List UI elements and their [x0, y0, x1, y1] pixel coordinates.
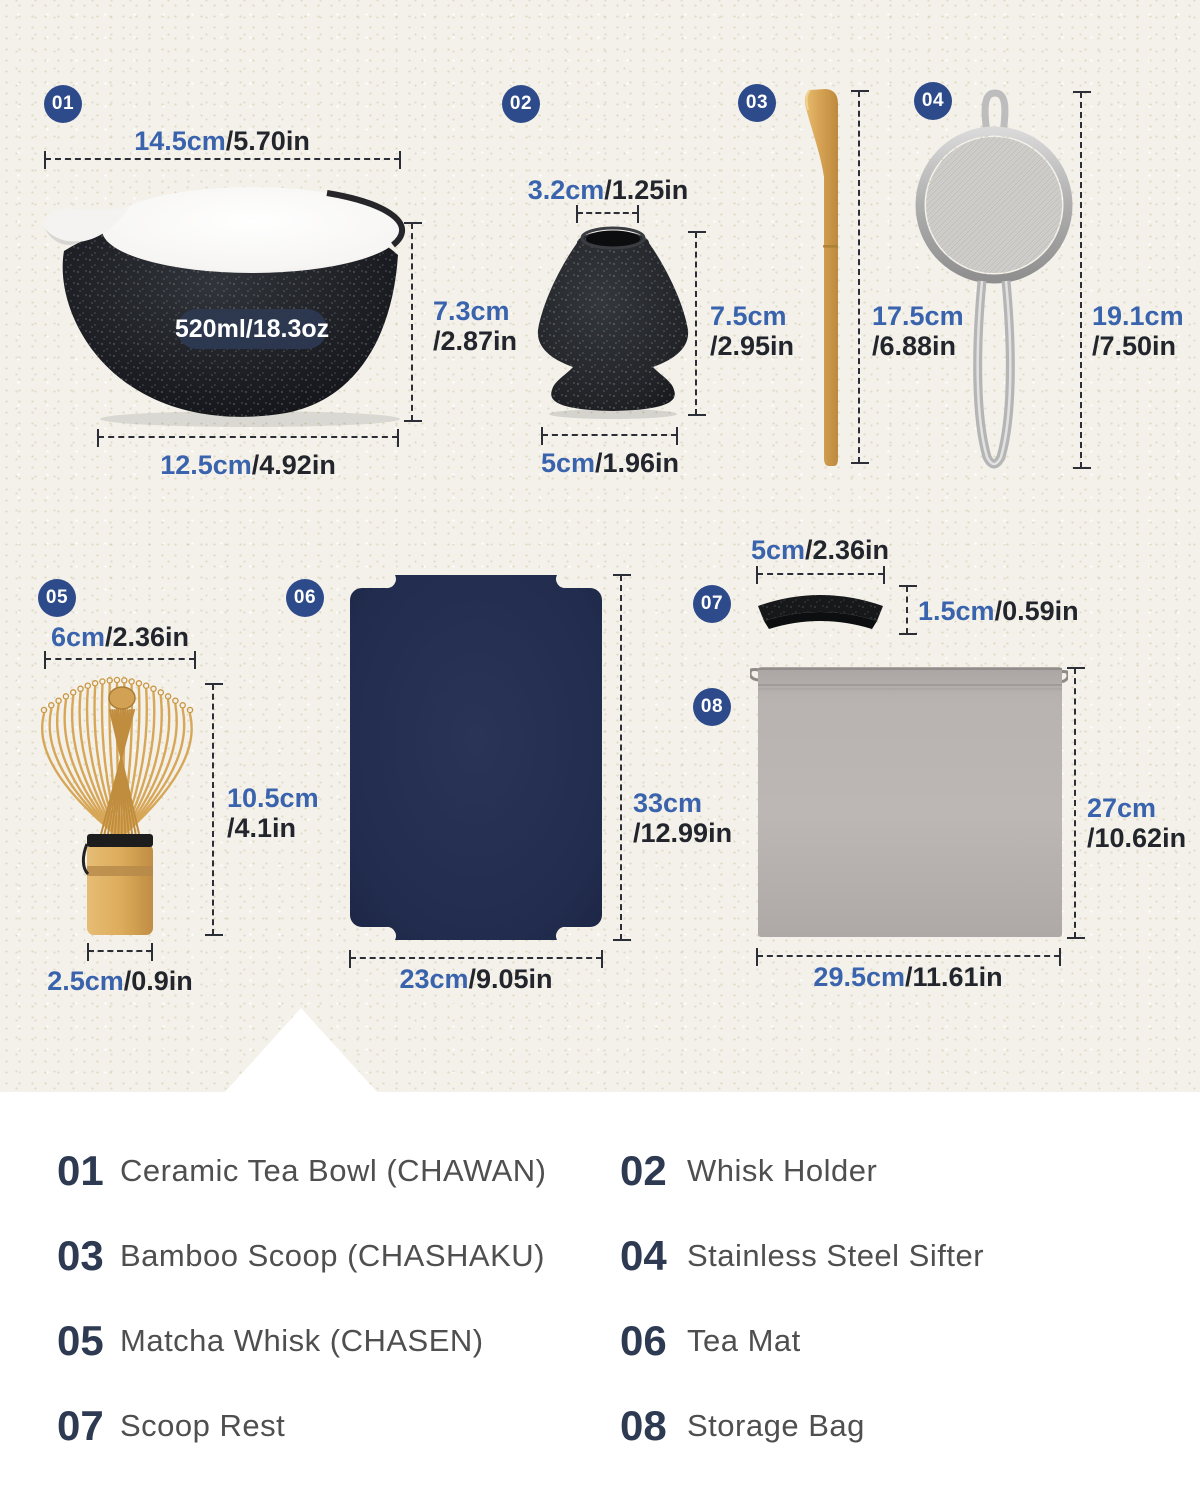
dim-07-width-label: 5cm/2.36in: [750, 535, 890, 565]
capacity-metric: 520ml: [174, 314, 246, 343]
item-badge-08: 08: [693, 688, 731, 726]
item-badge-04: 04: [914, 82, 952, 120]
whisk-holder-image: [528, 225, 703, 420]
dim-01-height-line: [411, 223, 413, 421]
storage-bag-image: [750, 660, 1068, 942]
legend-label: Matcha Whisk (CHASEN): [120, 1323, 484, 1358]
dim-01-bottom-width-label: 12.5cm/4.92in: [160, 450, 336, 480]
legend-number: 06: [620, 1317, 667, 1364]
legend-item-02: [620, 1145, 877, 1197]
dim-04-height-label: 19.1cm /7.50in: [1092, 301, 1184, 361]
dim-06-height-line: [620, 575, 622, 940]
capacity-imperial: /18.3oz: [245, 314, 330, 343]
legend-label: Stainless Steel Sifter: [687, 1238, 985, 1273]
scoop-rest-image: [753, 580, 888, 635]
legend-label: Storage Bag: [687, 1408, 865, 1443]
legend-number: 01: [57, 1147, 104, 1194]
item-badge-07: 07: [693, 585, 731, 623]
dim-05-top-width-line: [45, 658, 195, 660]
dim-02-height-label: 7.5cm /2.95in: [710, 301, 795, 361]
legend-item-01: [57, 1145, 546, 1197]
tea-bowl-image: [40, 185, 420, 430]
legend-label: Whisk Holder: [687, 1153, 878, 1188]
legend-label: Tea Mat: [687, 1323, 801, 1358]
legend-number: 03: [57, 1232, 104, 1279]
item-badge-06: 06: [286, 579, 324, 617]
dim-08-width-label: 29.5cm/11.61in: [813, 962, 1003, 992]
legend-label: Scoop Rest: [120, 1408, 286, 1443]
dim-02-top-width-line: [577, 212, 638, 214]
dim-03-height-label: 17.5cm /6.88in: [872, 301, 964, 361]
item-badge-03: 03: [738, 84, 776, 122]
item-badge-02: 02: [502, 85, 540, 123]
dim-06-height-label: 33cm /12.99in: [633, 788, 733, 848]
item-badge-05: 05: [38, 579, 76, 617]
dim-03-height-line: [858, 91, 860, 463]
legend-item-04: [620, 1230, 984, 1282]
dim-06-width-line: [350, 957, 602, 959]
dim-07-height-line: [906, 586, 908, 634]
sifter-image: [905, 85, 1090, 480]
dim-05-height-line: [212, 684, 214, 935]
bamboo-scoop-image: [798, 82, 850, 477]
tea-mat-image: [348, 573, 606, 945]
dim-01-bottom-width-line: [98, 436, 398, 438]
dim-05-bottom-width-line: [88, 950, 152, 952]
dim-05-height-label: 10.5cm /4.1in: [227, 783, 319, 843]
dim-04-height-line: [1080, 92, 1082, 468]
dim-06-width-label: 23cm/9.05in: [399, 964, 553, 994]
dim-08-width-line: [757, 955, 1060, 957]
dim-05-top-width-label: 6cm/2.36in: [50, 622, 190, 652]
dim-07-width-line: [757, 573, 884, 575]
legend-number: 08: [620, 1402, 667, 1449]
section-notch: [225, 1008, 377, 1092]
dim-07-height-label: 1.5cm/0.59in: [918, 596, 1079, 626]
dim-01-top-width-label: 14.5cm/5.70in: [134, 126, 310, 156]
legend-number: 05: [57, 1317, 104, 1364]
legend-number: 07: [57, 1402, 104, 1449]
dim-02-bottom-width-label: 5cm/1.96in: [540, 448, 680, 478]
legend-label: Bamboo Scoop (CHASHAKU): [120, 1238, 545, 1273]
dim-02-top-width-label: 3.2cm/1.25in: [527, 175, 689, 205]
dim-08-height-label: 27cm /10.62in: [1087, 793, 1187, 853]
dim-02-height-line: [695, 232, 697, 415]
dim-05-bottom-width-label: 2.5cm/0.9in: [47, 966, 193, 996]
item-badge-01: 01: [44, 85, 82, 123]
dim-08-height-line: [1074, 668, 1076, 938]
dim-02-bottom-width-line: [542, 434, 677, 436]
legend-item-05: [57, 1315, 484, 1367]
legend-item-08: [620, 1400, 865, 1452]
legend-item-03: [57, 1230, 545, 1282]
matcha-whisk-image: [38, 668, 218, 958]
dim-01-top-width-line: [45, 158, 400, 160]
legend-item-06: [620, 1315, 801, 1367]
legend-number: 04: [620, 1232, 667, 1279]
legend-label: Ceramic Tea Bowl (CHAWAN): [120, 1153, 547, 1188]
legend-item-07: [57, 1400, 285, 1452]
dim-01-height-label: 7.3cm /2.87in: [433, 296, 518, 356]
capacity-badge: [174, 309, 330, 349]
legend-number: 02: [620, 1147, 667, 1194]
